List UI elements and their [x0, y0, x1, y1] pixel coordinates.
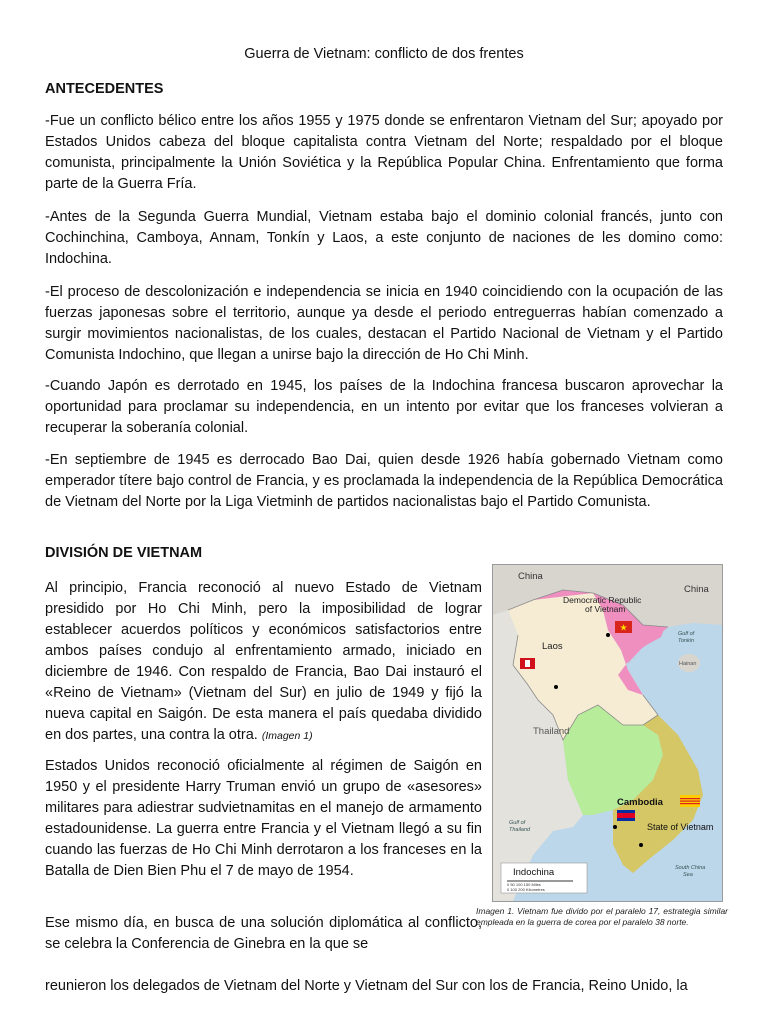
label-china-right: China — [684, 584, 709, 595]
indochina-map — [492, 564, 723, 902]
paragraph-2: -Antes de la Segunda Guerra Mundial, Vietnam estaba bajo el dominio colonial francés, junto con Cochinchina, Camboya, Annam, Tonkín y Laos, a este conjunto de naciones de les domino como: Indochina. — [45, 209, 723, 267]
figure-caption: Imagen 1. Vietnam fue divido por el paralelo 17, estrategia similar empleada en la guerra de corea por el paralelo 38 norte. — [476, 906, 728, 927]
paragraph-5: -En septiembre de 1945 es derrocado Bao Dai, quien desde 1926 había gobernado Vietnam como emperador títere bajo control de Francia, y es proclamada la independencia de la República Democrática de Vietnam del Norte por la Liga Vietminh de partidos nacionalistas bajo el Partido Comunista. — [45, 452, 723, 510]
label-north-vietnam-1: Democratic Republic — [563, 595, 642, 605]
label-gulf-tonkin-1: Gulf of — [678, 631, 695, 637]
section-heading-antecedentes: ANTECEDENTES — [45, 81, 164, 97]
saigon-marker-icon — [639, 843, 643, 847]
legend-scale-miles: 0 50 100 150 Miles — [507, 882, 541, 887]
image-reference: (Imagen 1) — [261, 730, 313, 742]
label-laos: Laos — [542, 641, 563, 652]
document-title: Guerra de Vietnam: conflicto de dos frentes — [244, 46, 524, 62]
label-north-vietnam-2: of Vietnam — [585, 604, 626, 614]
legend-title: Indochina — [513, 867, 555, 878]
label-gulf-tonkin-2: Tonkin — [678, 638, 695, 644]
paragraph-division-3-end: reunieron los delegados de Vietnam del Norte y Vietnam del Sur con los de Francia, Reino Unido, la — [45, 978, 688, 994]
label-gulf-thailand-2: Thailand — [509, 827, 531, 833]
label-south-china-sea-2: Sea — [683, 872, 693, 878]
vientiane-marker-icon — [554, 685, 558, 689]
svg-text:★: ★ — [619, 623, 628, 634]
label-south-china-sea-1: South China — [675, 865, 706, 871]
label-thailand: Thailand — [533, 726, 570, 737]
paragraph-4: -Cuando Japón es derrotado en 1945, los países de la Indochina francesa buscaron aprovechar la oportunidad para proclamar su independencia, en un intento por evitar que los franceses volvieran a recuperar la soberanía colonial. — [45, 378, 723, 436]
paragraph-division-1 — [45, 578, 482, 747]
paragraph-1: -Fue un conflicto bélico entre los años 1955 y 1975 donde se enfrentaron Vietnam del Sur; apoyado por Estados Unidos cabeza del bloque capitalista contra Vietnam del Norte; respaldado por el bloque comunista, principalmente la Unión Soviética y la República Popular China. Enfrentamiento que forma parte de la Guerra Fría. — [45, 113, 723, 192]
paragraph-3: -El proceso de descolonización e independencia se inicia en 1940 coincidiendo con la ocupación de las fuerzas japonesas sobre el territorio, aunque ya desde el periodo entreguerras habían comenzado a surgir movimientos nacionalistas, de los cuales, destacan el Partido Nacional de Vietnam y el Partido Comunista Indochino, que llegan a unirse bajo la dirección de Ho Chi Minh. — [45, 284, 723, 363]
label-cambodia: Cambodia — [617, 797, 663, 808]
paragraph-division-2: Estados Unidos reconoció oficialmente al régimen de Saigón en 1950 y el presidente Harry Truman envió un grupo de «asesores» militares para adiestrar sudvietnamitas en el manejo de armamento estadounidense. La guerra entre Francia y el Vietnam llegó a su fin cuando las fuerzas de Ho Chi Minh derrotaron a los franceses en la Batalla de Dien Bien Phu el 7 de mayo de 1954. — [45, 758, 482, 879]
label-gulf-thailand-1: Gulf of — [509, 820, 526, 826]
label-hainan: Hainan — [679, 661, 697, 667]
label-china-top: China — [518, 571, 543, 582]
legend-scale-km: 0 100 200 Kilometres — [507, 887, 545, 892]
label-south-vietnam: State of Vietnam — [647, 822, 714, 832]
section-heading-division: DIVISIÓN DE VIETNAM — [45, 545, 203, 561]
phnom-penh-marker-icon — [613, 825, 617, 829]
paragraph-division-1-text: Al principio, Francia reconoció al nuevo Estado de Vietnam presidido por Ho Chi Minh, pero la imposibilidad de lograr establecer acuerdos políticos y económicos satisfactorios entre ambos países condujo al enfrentamiento armado, iniciado en diciembre de 1946. Con respaldo de Francia, Bao Dai instauró el «Reino de Vietnam» (Vietnam del Sur) en julio de 1949 y fijó la nueva capital en Saigón. De esta manera el país quedaba dividido en dos partes, una contra la otra. — [45, 580, 482, 743]
paragraph-division-3-start: Ese mismo día, en busca de una solución diplomática al conflicto, se celebra la Conferencia de Ginebra en la que se — [45, 915, 482, 952]
hanoi-marker-icon — [606, 633, 610, 637]
